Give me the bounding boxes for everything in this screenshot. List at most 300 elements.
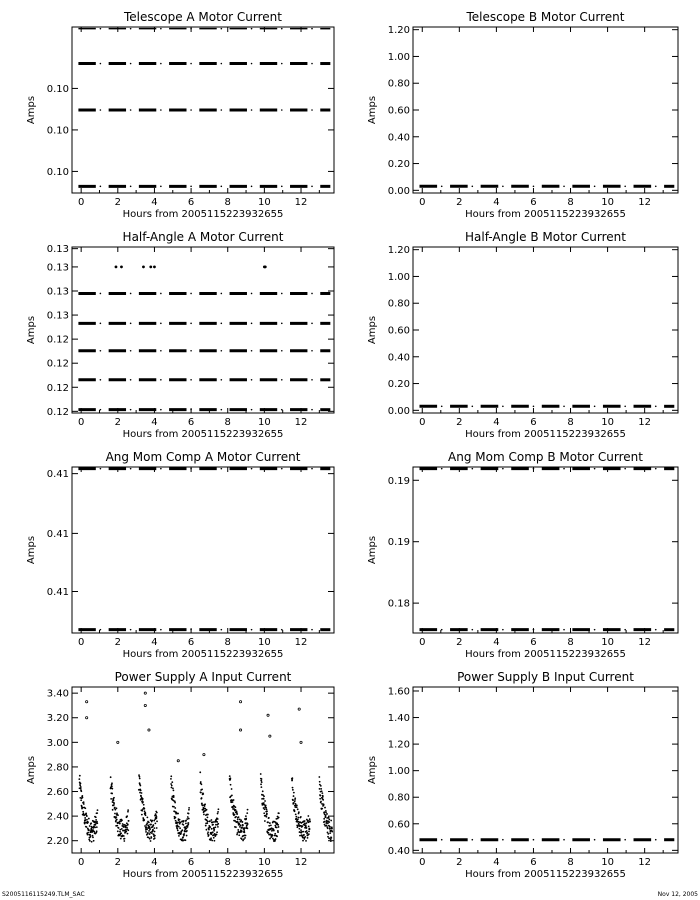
data-point	[139, 778, 141, 780]
data-point	[88, 818, 90, 820]
data-point	[212, 824, 214, 826]
plot-frame	[72, 687, 334, 853]
data-point	[269, 822, 271, 824]
data-point	[125, 830, 127, 832]
data-point	[319, 795, 321, 797]
data-point	[221, 409, 223, 411]
x-tick-label: 2	[114, 857, 121, 868]
data-point	[145, 831, 147, 833]
data-point	[130, 293, 132, 295]
data-point	[294, 797, 296, 799]
data-point	[263, 802, 265, 804]
data-point	[594, 839, 596, 841]
data-point	[127, 833, 129, 835]
data-point	[79, 785, 81, 787]
y-tick-label: 1.20	[387, 245, 410, 257]
data-point	[624, 629, 626, 631]
data-point	[323, 804, 325, 806]
data-point	[331, 831, 333, 833]
data-point	[266, 809, 268, 811]
data-point	[221, 63, 223, 65]
data-point	[221, 468, 223, 470]
data-point	[292, 799, 294, 801]
data-point	[170, 775, 172, 777]
y-axis-label: Amps	[26, 315, 37, 345]
data-point	[563, 629, 565, 631]
data-point	[111, 788, 113, 790]
data-point	[117, 830, 119, 832]
data-point	[328, 819, 330, 821]
data-point	[201, 797, 203, 799]
data-point	[563, 406, 565, 408]
data-point	[190, 293, 192, 295]
data-point	[127, 823, 129, 825]
data-point	[243, 831, 245, 833]
data-point	[533, 839, 535, 841]
data-point	[251, 629, 253, 631]
data-point	[152, 829, 154, 831]
data-point	[308, 825, 310, 827]
y-tick-label: 0.60	[387, 325, 410, 337]
y-tick-label: 3.40	[46, 688, 69, 700]
data-point	[239, 826, 241, 828]
outlier-point	[300, 741, 302, 743]
data-point	[141, 810, 143, 812]
data-point	[188, 807, 190, 809]
data-point	[291, 779, 293, 781]
data-point	[472, 468, 474, 470]
data-point	[273, 830, 275, 832]
x-tick-label: 0	[419, 417, 426, 428]
data-point	[502, 468, 504, 470]
data-point	[89, 840, 91, 842]
data-point	[231, 788, 233, 790]
data-point	[276, 835, 278, 837]
data-point	[112, 809, 114, 811]
data-point	[216, 821, 218, 823]
data-point	[441, 629, 443, 631]
data-point	[209, 826, 211, 828]
data-point	[100, 468, 102, 470]
data-point	[441, 186, 443, 188]
data-point	[624, 839, 626, 841]
y-axis-label: Amps	[26, 535, 37, 565]
data-point	[321, 792, 323, 794]
data-point	[80, 786, 82, 788]
data-point	[208, 834, 210, 836]
data-point	[205, 825, 207, 827]
x-tick-label: 10	[601, 417, 614, 428]
data-point	[217, 818, 219, 820]
data-point	[130, 409, 132, 411]
y-axis-label: Amps	[367, 95, 378, 125]
y-tick-label: 0.12	[46, 406, 69, 418]
data-point	[311, 323, 313, 325]
data-point	[142, 266, 145, 269]
y-tick-label: 0.41	[46, 587, 69, 598]
data-point	[321, 808, 323, 810]
data-point	[121, 819, 123, 821]
data-point	[100, 28, 102, 30]
data-point	[90, 836, 92, 838]
outlier-point	[86, 717, 88, 719]
data-point	[119, 823, 121, 825]
x-tick-label: 8	[224, 417, 231, 428]
data-point	[100, 63, 102, 65]
data-point	[267, 832, 269, 834]
data-point	[171, 787, 173, 789]
data-point	[156, 827, 158, 829]
data-point	[281, 109, 283, 111]
data-point	[533, 629, 535, 631]
data-point	[100, 186, 102, 188]
data-point	[330, 840, 332, 842]
data-point	[266, 810, 268, 812]
data-point	[96, 812, 98, 814]
data-point	[265, 816, 267, 818]
data-point	[188, 813, 190, 815]
data-point	[123, 840, 125, 842]
data-point	[154, 835, 156, 837]
y-tick-label: 2.20	[46, 836, 69, 848]
y-tick-label: 0.10	[46, 125, 69, 137]
outlier-point	[86, 701, 88, 703]
data-point	[126, 827, 128, 829]
data-point	[260, 783, 262, 785]
chart-7	[26, 670, 334, 880]
data-point	[150, 824, 152, 826]
data-point	[221, 186, 223, 188]
data-point	[308, 830, 310, 832]
data-point	[245, 815, 247, 817]
data-point	[264, 808, 266, 810]
data-point	[295, 813, 297, 815]
data-point	[154, 831, 156, 833]
data-point	[203, 814, 205, 816]
data-point	[221, 293, 223, 295]
data-point	[211, 840, 213, 842]
data-point	[239, 818, 241, 820]
data-point	[327, 833, 329, 835]
x-tick-label: 4	[493, 637, 500, 648]
data-point	[533, 468, 535, 470]
y-tick-label: 0.00	[387, 405, 410, 417]
y-tick-label: 1.40	[387, 713, 410, 725]
chart-8	[367, 670, 678, 880]
data-point	[187, 816, 189, 818]
y-tick-label: 0.60	[387, 819, 410, 831]
data-point	[300, 816, 302, 818]
y-tick-label: 1.20	[387, 25, 410, 37]
data-point	[267, 821, 269, 823]
data-point	[95, 816, 97, 818]
data-point	[281, 350, 283, 352]
data-point	[237, 829, 239, 831]
data-point	[100, 109, 102, 111]
data-point	[278, 826, 280, 828]
data-point	[185, 822, 187, 824]
data-point	[563, 186, 565, 188]
x-tick-label: 4	[151, 197, 158, 208]
x-tick-label: 4	[151, 417, 158, 428]
plot-frame	[413, 247, 678, 413]
data-point	[533, 186, 535, 188]
data-point	[80, 782, 82, 784]
data-point	[221, 379, 223, 381]
data-point	[319, 788, 321, 790]
data-point	[88, 829, 90, 831]
x-tick-label: 8	[567, 417, 574, 428]
data-point	[204, 803, 206, 805]
x-axis-label: Hours from 2005115223932655	[122, 869, 284, 880]
data-point	[153, 820, 155, 822]
data-point	[143, 808, 145, 810]
data-point	[298, 811, 300, 813]
data-point	[190, 629, 192, 631]
data-point	[111, 793, 113, 795]
data-point	[270, 825, 272, 827]
data-point	[216, 834, 218, 836]
x-tick-label: 0	[419, 857, 426, 868]
data-point	[178, 826, 180, 828]
data-point	[260, 773, 262, 775]
x-tick-label: 10	[601, 197, 614, 208]
data-point	[151, 832, 153, 834]
data-point	[130, 109, 132, 111]
data-point	[277, 831, 279, 833]
data-point	[214, 835, 216, 837]
x-tick-label: 12	[294, 417, 308, 428]
data-point	[116, 825, 118, 827]
data-point	[216, 831, 218, 833]
y-tick-label: 0.40	[387, 132, 410, 144]
data-point	[100, 323, 102, 325]
data-point	[251, 323, 253, 325]
data-point	[160, 186, 162, 188]
data-point	[187, 824, 189, 826]
data-point	[232, 807, 234, 809]
data-point	[179, 827, 181, 829]
data-point	[113, 803, 115, 805]
x-tick-label: 12	[638, 857, 652, 868]
data-point	[141, 792, 143, 794]
x-tick-label: 8	[567, 857, 574, 868]
data-point	[118, 827, 120, 829]
data-point	[441, 468, 443, 470]
y-tick-label: 0.41	[46, 469, 69, 481]
data-point	[251, 468, 253, 470]
data-point	[296, 804, 298, 806]
data-point	[160, 293, 162, 295]
data-point	[183, 820, 185, 822]
data-point	[212, 821, 214, 823]
data-point	[116, 807, 118, 809]
data-point	[311, 468, 313, 470]
data-point	[212, 832, 214, 834]
y-tick-label: 0.19	[387, 537, 410, 549]
data-point	[123, 826, 125, 828]
data-point	[207, 814, 209, 816]
data-point	[190, 63, 192, 65]
data-point	[311, 63, 313, 65]
x-tick-label: 4	[151, 637, 158, 648]
data-point	[323, 811, 325, 813]
data-point	[295, 818, 297, 820]
data-point	[293, 792, 295, 794]
outlier-point	[177, 760, 179, 762]
data-point	[83, 814, 85, 816]
outlier-point	[203, 754, 205, 756]
data-point	[264, 820, 266, 822]
data-point	[100, 293, 102, 295]
data-point	[502, 186, 504, 188]
data-point	[183, 824, 185, 826]
data-point	[173, 789, 175, 791]
data-point	[178, 835, 180, 837]
y-tick-label: 3.00	[46, 737, 69, 749]
data-point	[594, 629, 596, 631]
x-tick-label: 6	[530, 857, 537, 868]
data-point	[130, 350, 132, 352]
data-point	[624, 406, 626, 408]
outlier-point	[117, 741, 119, 743]
plot-frame	[413, 27, 678, 193]
x-tick-label: 12	[638, 637, 652, 648]
y-tick-label: 0.13	[46, 310, 69, 322]
data-point	[263, 798, 265, 800]
data-point	[94, 826, 96, 828]
data-point	[139, 785, 141, 787]
data-point	[268, 817, 270, 819]
y-tick-label: 0.80	[387, 78, 410, 90]
data-point	[265, 804, 267, 806]
data-point	[326, 825, 328, 827]
data-point	[183, 833, 185, 835]
x-tick-label: 10	[258, 417, 271, 428]
data-point	[156, 820, 158, 822]
data-point	[278, 812, 280, 814]
x-tick-label: 6	[187, 637, 195, 648]
x-tick-label: 2	[456, 197, 463, 208]
data-point	[306, 832, 308, 834]
data-point	[320, 785, 322, 787]
data-point	[208, 829, 210, 831]
data-point	[160, 109, 162, 111]
data-point	[115, 816, 117, 818]
data-point	[322, 799, 324, 801]
data-point	[190, 350, 192, 352]
data-point	[190, 323, 192, 325]
data-point	[120, 266, 123, 269]
data-point	[177, 813, 179, 815]
data-point	[295, 816, 297, 818]
x-tick-label: 10	[601, 637, 614, 648]
data-point	[301, 825, 303, 827]
data-point	[95, 819, 97, 821]
x-axis-label: Hours from 2005115223932655	[465, 429, 626, 440]
data-point	[328, 821, 330, 823]
data-point	[264, 800, 266, 802]
data-point	[113, 799, 115, 801]
data-point	[200, 781, 202, 783]
data-point	[263, 812, 265, 814]
data-point	[145, 826, 147, 828]
data-point	[247, 809, 249, 811]
data-point	[311, 629, 313, 631]
data-point	[472, 629, 474, 631]
outlier-point	[239, 729, 241, 731]
data-point	[201, 788, 203, 790]
data-point	[229, 777, 231, 779]
data-point	[251, 28, 253, 30]
data-point	[82, 797, 84, 799]
data-point	[114, 809, 116, 811]
data-point	[236, 813, 238, 815]
data-point	[190, 409, 192, 411]
data-point	[311, 409, 313, 411]
x-tick-label: 2	[114, 637, 121, 648]
data-point	[156, 812, 158, 814]
data-point	[231, 794, 233, 796]
data-point	[563, 468, 565, 470]
data-point	[199, 771, 201, 773]
y-axis-label: Amps	[367, 535, 378, 565]
data-point	[138, 774, 140, 776]
data-point	[246, 827, 248, 829]
outlier-point	[269, 735, 271, 737]
x-tick-label: 12	[638, 197, 652, 208]
data-point	[176, 828, 178, 830]
data-point	[245, 835, 247, 837]
data-point	[251, 109, 253, 111]
x-tick-label: 12	[294, 197, 308, 208]
data-point	[207, 821, 209, 823]
data-point	[127, 811, 129, 813]
y-tick-label: 0.19	[387, 475, 410, 487]
data-point	[331, 828, 333, 830]
data-point	[171, 781, 173, 783]
data-point	[297, 808, 299, 810]
y-tick-label: 0.13	[46, 244, 69, 256]
x-tick-label: 2	[456, 857, 463, 868]
data-point	[221, 109, 223, 111]
data-point	[311, 293, 313, 295]
data-point	[441, 839, 443, 841]
x-axis-label: Hours from 2005115223932655	[465, 649, 626, 660]
x-axis-label: Hours from 2005115223932655	[122, 649, 284, 660]
x-tick-label: 8	[567, 197, 574, 208]
data-point	[172, 787, 174, 789]
data-point	[171, 785, 173, 787]
data-point	[200, 792, 202, 794]
data-point	[311, 109, 313, 111]
data-point	[325, 812, 327, 814]
data-point	[148, 821, 150, 823]
x-tick-label: 0	[77, 417, 85, 428]
plot-frame	[413, 467, 678, 633]
data-point	[87, 821, 89, 823]
data-point	[117, 814, 119, 816]
data-point	[111, 786, 113, 788]
data-point	[261, 781, 263, 783]
y-tick-label: 1.00	[387, 271, 410, 283]
data-point	[190, 186, 192, 188]
data-point	[472, 406, 474, 408]
data-point	[149, 838, 151, 840]
data-point	[276, 827, 278, 829]
data-point	[251, 379, 253, 381]
data-point	[100, 629, 102, 631]
